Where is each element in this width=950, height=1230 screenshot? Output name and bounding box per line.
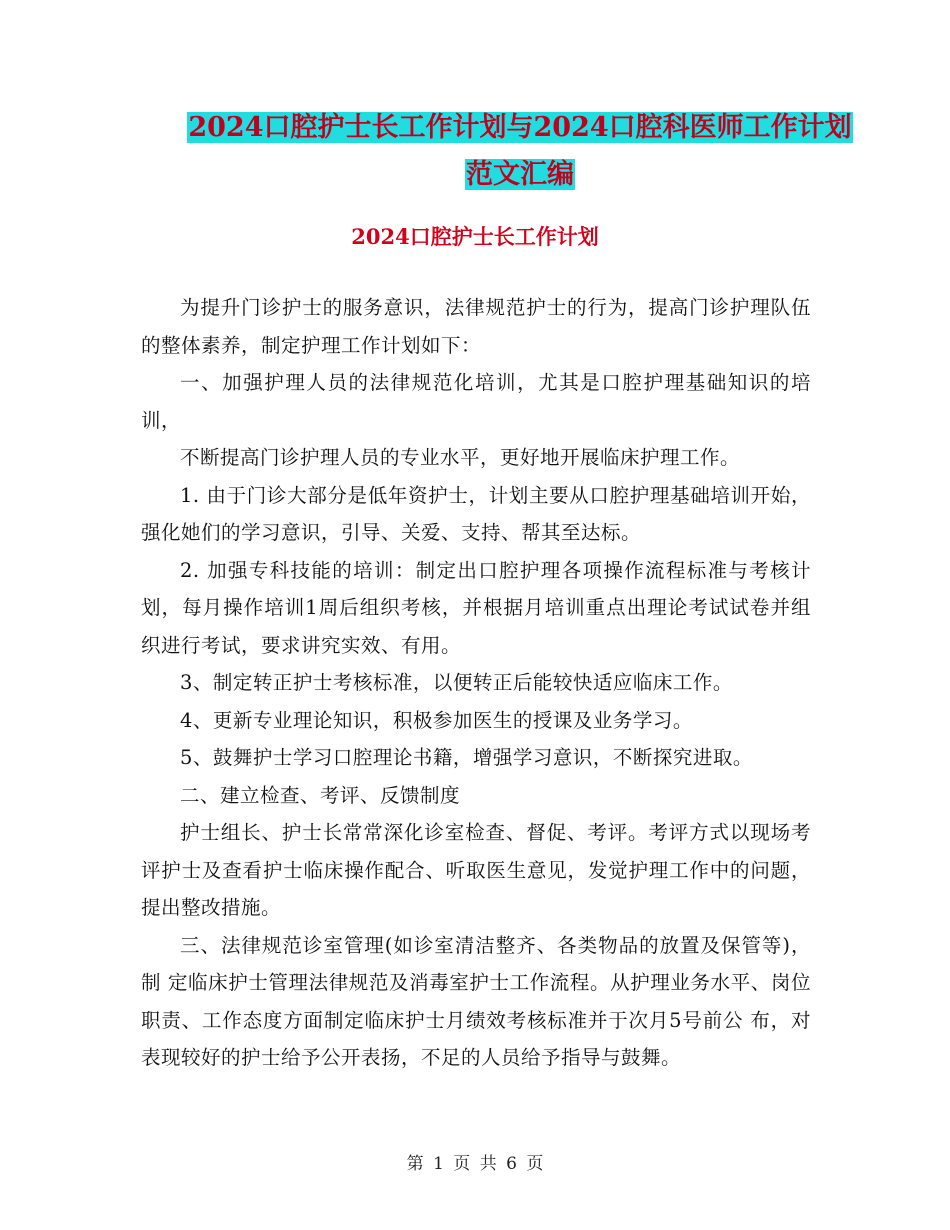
document-title-highlight-1: 2024口腔护士长工作计划与2024口腔科医师工作计划	[188, 112, 852, 143]
footer-total-unit: 页	[526, 1154, 544, 1174]
document-title-line2	[140, 155, 900, 195]
footer-page-number: 1	[433, 1154, 444, 1174]
paragraph: 不断提高门诊护理人员的专业水平，更好地开展临床护理工作。	[180, 446, 741, 469]
paragraph: 三、法律规范诊室管理(如诊室清洁整齐、各类物品的放置及保管等)，制 定临床护士管理法律规范及消毒室护士工作流程。从护理业务水平、岗位 职责、工作态度方面制定临床护士月绩效考核标准并于次月5号前公 布，对表现较好的护士给予公开表扬，不足的人员给予指导与鼓舞。	[141, 933, 811, 1069]
document-body	[141, 289, 811, 1077]
document-title-highlight-2: 范文汇编	[466, 159, 574, 190]
paragraph: 2. 加强专科技能的培训：制定出口腔护理各项操作流程标准与考核计划，每月操作培训1周后组织考核，并根据月培训重点出理论考试试卷并组织进行考试，要求讲究实效、有用。	[141, 558, 811, 657]
footer-total-label: 共	[479, 1154, 497, 1174]
paragraph: 3、制定转正护士考核标准，以便转正后能较快适应临床工作。	[180, 671, 733, 694]
paragraph: 4、更新专业理论知识，积极参加医生的授课及业务学习。	[180, 708, 693, 732]
paragraph: 1. 由于门诊大部分是低年资护士，计划主要从口腔护理基础培训开始，强化她们的学习意识，引导、关爱、支持、帮其至达标。	[141, 483, 811, 544]
document-title-line1	[140, 108, 900, 148]
section-title: 2024口腔护士长工作计划	[351, 224, 599, 249]
paragraph: 二、建立检查、考评、反馈制度	[180, 783, 461, 807]
footer-page-label: 第	[406, 1154, 424, 1174]
footer-page-unit: 页	[453, 1154, 471, 1174]
page-footer	[0, 1152, 950, 1176]
paragraph: 为提升门诊护士的服务意识，法律规范护士的行为，提高门诊护理队伍的整体素养，制定护理工作计划如下：	[141, 296, 811, 357]
paragraph: 一、加强护理人员的法律规范化培训，尤其是口腔护理基础知识的培训，	[141, 371, 811, 432]
footer-total-pages: 6	[506, 1154, 517, 1174]
paragraph: 护士组长、护士长常常深化诊室检查、督促、考评。考评方式以现场考评护士及查看护士临床操作配合、听取医生意见，发觉护理工作中的问题，提出整改措施。	[141, 821, 811, 919]
paragraph: 5、鼓舞护士学习口腔理论书籍，增强学习意识，不断探究进取。	[180, 746, 753, 769]
